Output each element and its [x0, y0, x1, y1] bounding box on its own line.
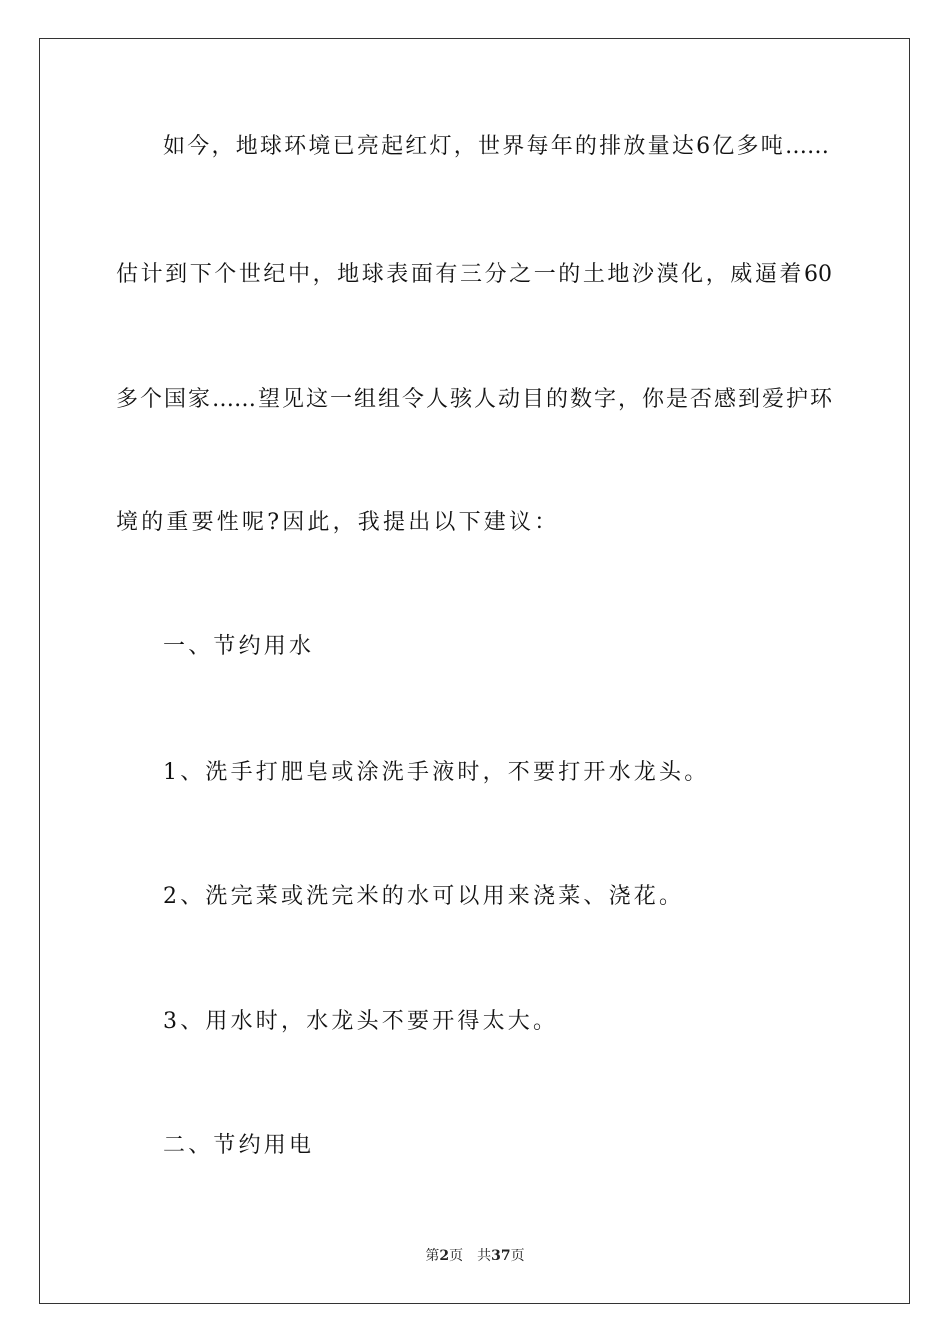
page-number: 2 [439, 1248, 450, 1264]
page-prefix: 第 [425, 1248, 440, 1264]
total-pages: 37 [491, 1248, 511, 1264]
list-item-water-3: 3、用水时，水龙头不要开得太大。 [163, 1009, 559, 1034]
paragraph-line-2: 估计到下个世纪中，地球表面有三分之一的土地沙漠化，威逼着60 [116, 262, 832, 287]
section-heading-electricity: 二、节约用电 [163, 1133, 315, 1158]
section-heading-water: 一、节约用水 [163, 634, 315, 659]
page-footer [0, 1246, 950, 1266]
page-border [39, 38, 910, 1304]
total-suffix: 页 [510, 1248, 525, 1264]
paragraph-line-3: 多个国家……望见这一组组令人骇人动目的数字，你是否感到爱护环 [116, 387, 832, 412]
paragraph-line-4: 境的重要性呢?因此，我提出以下建议： [116, 510, 560, 535]
page-suffix: 页 [449, 1248, 464, 1264]
total-prefix: 共 [477, 1248, 492, 1264]
list-item-water-2: 2、洗完菜或洗完米的水可以用来浇菜、浇花。 [163, 884, 685, 909]
paragraph-line-1: 如今，地球环境已亮起红灯，世界每年的排放量达6亿多吨…… [163, 134, 829, 159]
list-item-water-1: 1、洗手打肥皂或涂洗手液时，不要打开水龙头。 [163, 760, 710, 785]
